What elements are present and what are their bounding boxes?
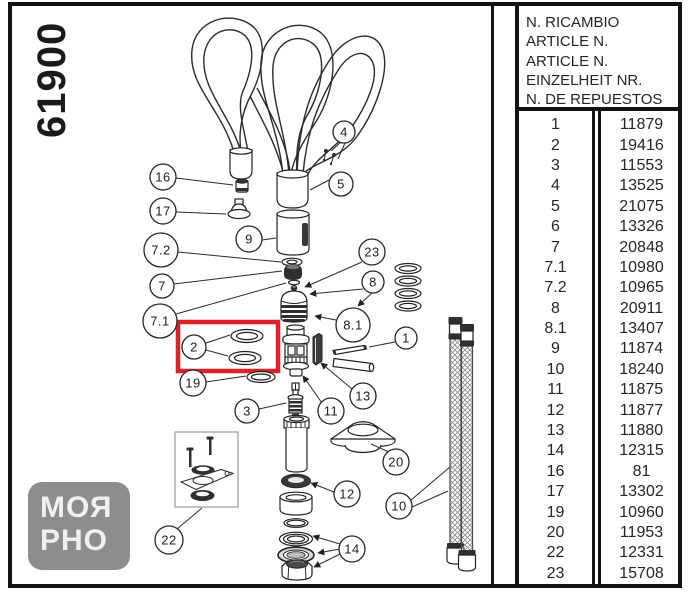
part-number-cell[interactable]: 7.2: [544, 279, 567, 297]
article-code-cell[interactable]: 81: [632, 462, 651, 480]
header-line-repuestos: N. DE REPUESTOS: [526, 91, 663, 109]
thin-oring-part14: [284, 519, 308, 528]
part-number-cell[interactable]: 13: [546, 422, 565, 440]
svg-text:22: 22: [161, 532, 177, 548]
callout-16[interactable]: [150, 164, 176, 190]
oring-pair-part2: [229, 330, 263, 365]
mounting-kit-part22: [175, 432, 238, 507]
svg-text:7: 7: [158, 278, 166, 294]
clip-part13: [313, 334, 322, 366]
svg-text:8.1: 8.1: [343, 317, 363, 333]
header-line-article-2: ARTICLE N.: [526, 52, 609, 70]
part-number-cell[interactable]: 10: [546, 360, 565, 378]
watermark-line2: РНО: [40, 524, 109, 557]
washer-part14: [280, 532, 313, 546]
callout-11[interactable]: [318, 398, 344, 424]
callout-13[interactable]: [350, 383, 376, 409]
part-number-cell[interactable]: 23: [546, 564, 565, 582]
pin-part1: [333, 345, 367, 355]
callout-7-1[interactable]: [143, 304, 177, 338]
header-line-article-1: ARTICLE N.: [526, 33, 609, 51]
callout-17[interactable]: [150, 198, 176, 224]
callout-14[interactable]: [339, 536, 365, 562]
part-number-cell[interactable]: 16: [546, 462, 565, 480]
header-line-einzelheit: EINZELHEIT NR.: [526, 71, 643, 89]
model-number: 61900: [30, 21, 74, 138]
callout-22[interactable]: [155, 526, 183, 554]
callout-9[interactable]: [236, 226, 262, 252]
article-code-cell[interactable]: 12331: [619, 544, 664, 562]
article-code-cell[interactable]: 20911: [619, 299, 664, 317]
escutcheon-part20: [331, 422, 395, 453]
svg-text:14: 14: [344, 541, 360, 557]
part-number-cell[interactable]: 6: [551, 218, 560, 236]
svg-text:3: 3: [243, 403, 251, 419]
article-code-cell[interactable]: 10980: [619, 258, 664, 276]
shank-cylinder: [284, 416, 309, 473]
callout-10[interactable]: [386, 493, 412, 519]
svg-text:10: 10: [391, 498, 407, 514]
callout-5[interactable]: [329, 172, 353, 196]
part-number-cell[interactable]: 17: [546, 483, 565, 501]
parts-table: [515, 2, 682, 588]
article-code-cell[interactable]: 20848: [619, 238, 664, 256]
article-code-cell[interactable]: 13525: [619, 177, 664, 195]
part-number-cell[interactable]: 14: [546, 442, 565, 460]
article-code-cell[interactable]: 11875: [619, 381, 664, 399]
ring-part19: [247, 372, 275, 383]
svg-text:19: 19: [185, 375, 201, 391]
svg-text:20: 20: [388, 454, 404, 470]
svg-text:8: 8: [369, 274, 377, 290]
part-number-cell[interactable]: 8.1: [544, 320, 567, 338]
svg-text:1: 1: [402, 330, 410, 346]
callout-8-1[interactable]: [336, 308, 370, 342]
article-code-cell[interactable]: 11953: [619, 524, 664, 541]
svg-text:12: 12: [339, 486, 355, 502]
svg-text:17: 17: [155, 203, 171, 219]
valve-body: [283, 325, 309, 376]
spout-sleeve-part9: [277, 210, 309, 255]
right-hose-ferrule-part5: [277, 170, 308, 208]
svg-text:16: 16: [155, 169, 171, 185]
set-screws-part4: [323, 149, 336, 165]
article-code-cell[interactable]: 13302: [619, 483, 664, 501]
article-code-cell[interactable]: 13326: [619, 218, 664, 236]
spout-hose-loops: [192, 18, 385, 174]
cap-part17: [228, 199, 250, 219]
part-number-cell[interactable]: 2: [551, 136, 560, 154]
cap-part16: [236, 179, 248, 192]
callout-3[interactable]: [235, 399, 259, 423]
part-number-cell[interactable]: 22: [546, 544, 565, 562]
callout-4[interactable]: [333, 121, 355, 143]
svg-text:5: 5: [337, 176, 345, 192]
callout-1[interactable]: [395, 327, 417, 349]
svg-text:13: 13: [355, 388, 371, 404]
article-code-cell[interactable]: 21075: [619, 197, 664, 215]
article-code-cell[interactable]: 11877: [619, 401, 664, 419]
rod-cylinder: [333, 359, 374, 372]
part-number-cell[interactable]: 11: [547, 381, 564, 399]
bead-part23: [291, 285, 297, 291]
svg-text:4: 4: [340, 124, 348, 140]
article-code-cell[interactable]: 11553: [619, 156, 664, 174]
article-code-cell[interactable]: 10960: [619, 503, 664, 521]
part-number-cell[interactable]: 5: [551, 197, 560, 215]
supply-hoses-part10: [447, 317, 476, 571]
article-code-cell[interactable]: 19416: [619, 136, 664, 154]
parts-table-body: [519, 111, 682, 588]
article-code-cell[interactable]: 18240: [619, 360, 664, 378]
svg-text:9: 9: [245, 231, 253, 247]
callout-20[interactable]: [383, 449, 409, 475]
part-number-cell[interactable]: 3: [551, 156, 560, 174]
callout-8[interactable]: [362, 271, 384, 293]
article-code-cell[interactable]: 10965: [619, 279, 664, 297]
part-number-cell[interactable]: 7.1: [544, 258, 567, 276]
svg-text:11: 11: [323, 403, 339, 419]
svg-text:7.1: 7.1: [150, 313, 170, 329]
article-code-cell[interactable]: 13407: [619, 320, 664, 338]
column-part-numbers: [519, 111, 595, 588]
column-article-codes: [598, 111, 682, 588]
article-code-cell[interactable]: 11880: [619, 422, 664, 440]
header-line-ricambio: N. RICAMBIO: [526, 14, 620, 31]
svg-text:23: 23: [364, 244, 380, 260]
left-hose-ferrule: [230, 148, 252, 179]
article-code-cell[interactable]: 11879: [619, 116, 664, 134]
part-number-cell[interactable]: 19: [546, 503, 565, 521]
spacer-ring: [280, 492, 312, 515]
callout-7-2[interactable]: [144, 233, 178, 267]
callout-7[interactable]: [150, 274, 174, 298]
part-number-cell[interactable]: 8: [551, 299, 560, 317]
cap-part7: [284, 264, 302, 280]
stem-part3: [288, 383, 303, 419]
diagram-table-divider: [491, 2, 494, 588]
part-number-cell[interactable]: 1: [551, 116, 560, 134]
ring-part7-1: [289, 280, 300, 284]
mounting-nut-part14: [282, 560, 312, 580]
ribbed-ring-part12: [282, 474, 311, 488]
article-code-cell[interactable]: 12315: [619, 442, 664, 460]
cartridge-part8: [281, 291, 307, 322]
callout-23[interactable]: [359, 239, 385, 265]
article-code-cell[interactable]: 15708: [619, 564, 664, 582]
callout-19[interactable]: [180, 370, 206, 396]
svg-text:2: 2: [190, 339, 198, 355]
part-number-cell[interactable]: 20: [546, 524, 565, 541]
article-code-cell[interactable]: 11874: [619, 340, 664, 358]
parts-table-header: [519, 2, 682, 111]
part-number-cell[interactable]: 4: [551, 177, 560, 195]
part-number-cell[interactable]: 12: [546, 401, 565, 419]
watermark-badge: [28, 482, 130, 570]
callout-12[interactable]: [334, 481, 360, 507]
watermark-line1: МОЯ: [40, 491, 113, 524]
part-number-cell[interactable]: 9: [551, 340, 560, 358]
callout-2[interactable]: [182, 335, 206, 359]
part-number-cell[interactable]: 7: [551, 238, 560, 256]
oring-stack-part6: [395, 264, 421, 312]
svg-text:7.2: 7.2: [151, 242, 171, 258]
